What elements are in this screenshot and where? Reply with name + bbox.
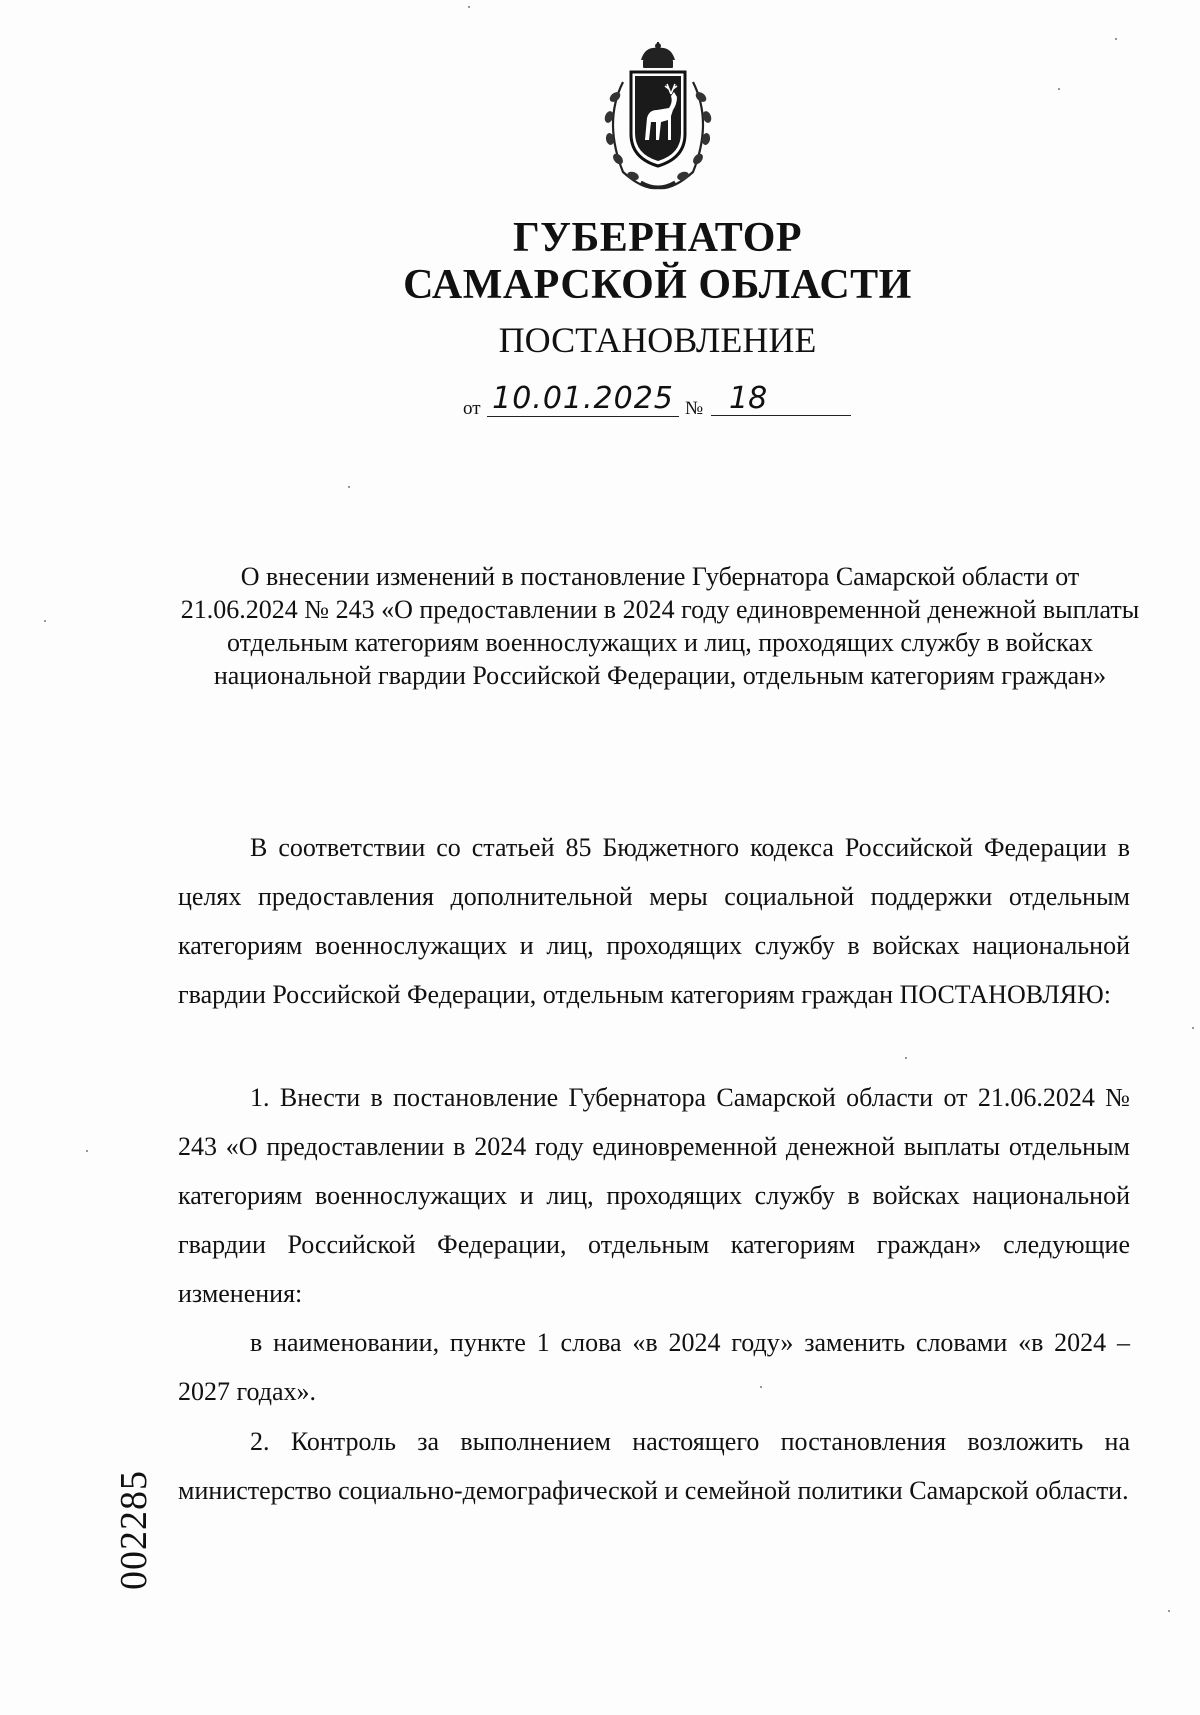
- date-label: от: [463, 398, 481, 419]
- scan-speck: [44, 620, 46, 622]
- document-type: ПОСТАНОВЛЕНИЕ: [498, 320, 817, 360]
- scan-speck: [86, 1150, 88, 1152]
- document-subject: О внесении изменений в постановление Губернатора Самарской области от 21.06.2024 № 243 «О предоставлении в 2024 году единовременной денежной выплаты отдельным категориям военнослужащих и лиц, проходящих службу в войсках национальной гвардии Российской Федерации, отдельным категориям граждан»: [180, 562, 1140, 690]
- item-1-paragraph: [178, 1073, 1130, 1416]
- preamble-text: В соответствии со статьей 85 Бюджетного кодекса Российской Федерации в целях предоставления дополнительной меры социальной поддержки отдельным категориям военнослужащих и лиц, проходящих службу в войсках национальной гвардии Российской Федерации, отдельным категориям граждан ПОСТАНОВЛЯЮ:: [178, 833, 1130, 1009]
- number-value: 18: [711, 382, 851, 416]
- coat-of-arms-icon: [593, 42, 723, 192]
- scan-speck: [348, 486, 350, 488]
- item-2-text: 2. Контроль за выполнением настоящего постановления возложить на министерство социально-демографической и семейной политики Самарской области.: [178, 1427, 1130, 1505]
- issuer-title-line1: ГУБЕРНАТОР: [512, 215, 803, 261]
- scan-speck: [1058, 88, 1060, 90]
- number-label: №: [685, 398, 704, 419]
- registration-side-number: 002285: [113, 1470, 155, 1590]
- scan-speck: [760, 1386, 762, 1388]
- scan-speck: [1115, 38, 1117, 40]
- item-1-text: 1. Внести в постановление Губернатора Самарской области от 21.06.2024 № 243 «О предоставлении в 2024 году единовременной денежной выплаты отдельным категориям военнослужащих и лиц, проходящих службу в войсках национальной гвардии Российской Федерации, отдельным категориям граждан» следующие изменения:: [178, 1083, 1130, 1308]
- preamble-paragraph: [178, 823, 1130, 1019]
- issuer-title-line2: САМАРСКОЙ ОБЛАСТИ: [403, 262, 912, 308]
- item-2-paragraph: [178, 1417, 1130, 1515]
- scan-speck: [1192, 1027, 1194, 1029]
- date-value: 10.01.2025: [487, 382, 679, 417]
- scan-speck: [1168, 1610, 1170, 1612]
- item-1-change-text: в наименовании, пункте 1 слова «в 2024 году» заменить словами «в 2024 – 2027 годах».: [178, 1328, 1130, 1406]
- scan-speck: [468, 6, 470, 8]
- scan-speck: [905, 1057, 907, 1059]
